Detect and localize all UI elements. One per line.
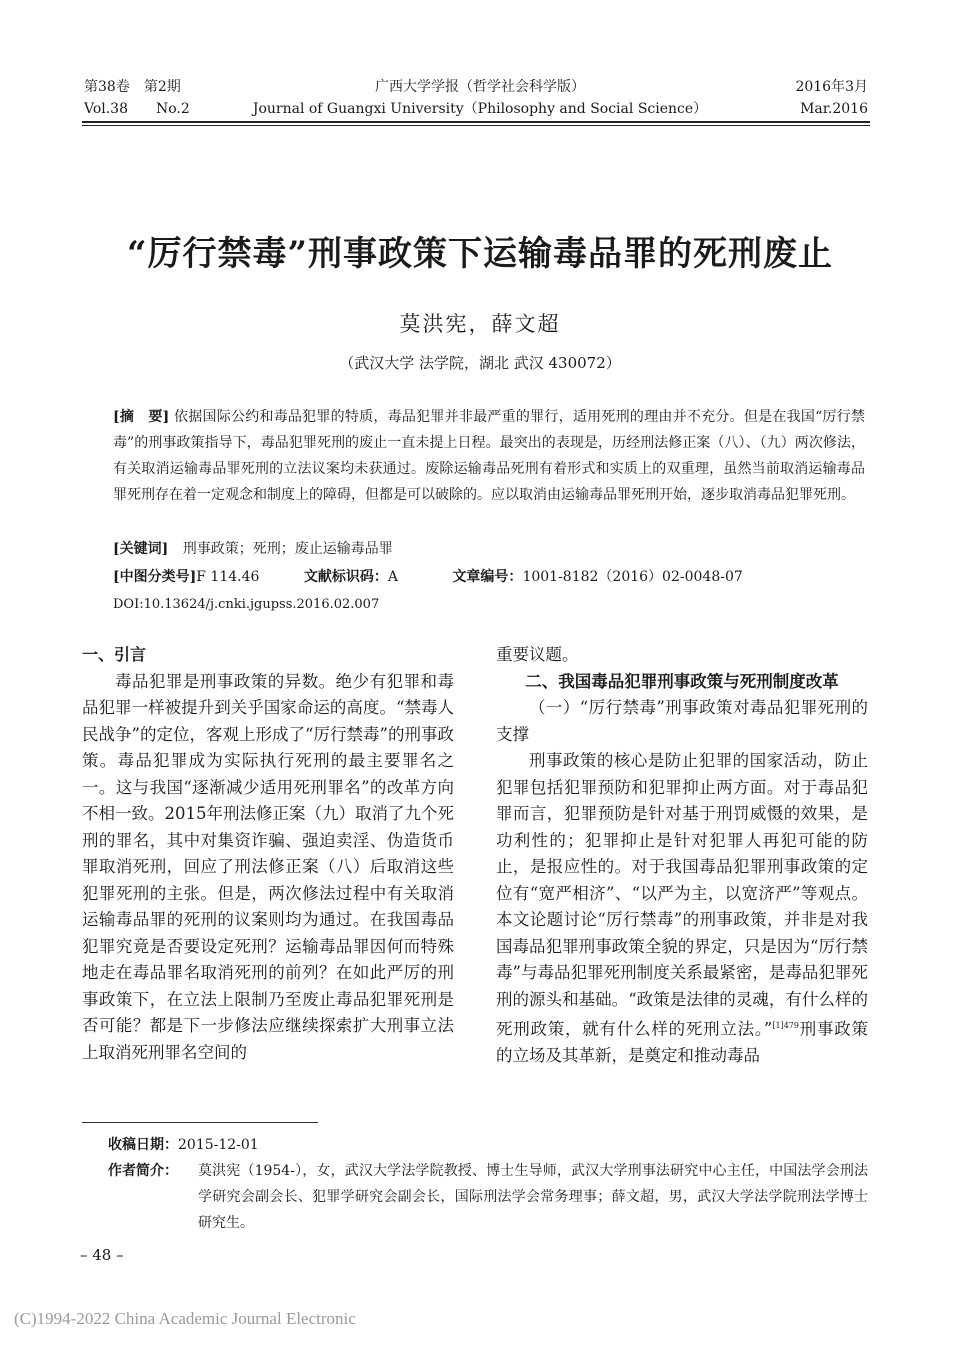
section-2-text: 刑事政策的核心是防止犯罪的国家活动，防止犯罪包括犯罪预防和犯罪抑止两方面。对于毒品犯罪而言，犯罪预防是针对基于刑罚威慑的效果，是功利性的；犯罪抑止是针对犯罪人再犯可能的防止，是报应性的。对于我国毒品犯罪刑事政策的定位有“宽严相济”、“以严为主，以宽济严”等观点。本文论题讨论“厉行禁毒”的刑事政策，并非是对我国毒品犯罪刑事政策全貌的界定，只是因为“厉行禁毒”与毒品犯罪死刑制度关系最紧密，是毒品犯罪死刑的源头和基础。“政策是法律的灵魂，有什么样的死刑政策，就有什么样的死刑立法。”	[496, 751, 868, 1039]
author-affiliation: （武汉大学 法学院，湖北 武汉 430072）	[339, 354, 621, 372]
received-date	[108, 1132, 259, 1158]
subsection-heading-1: （一）“厉行禁毒”刑事政策对毒品犯罪死刑的支撑	[496, 698, 868, 744]
abstract-label: [摘 要]	[113, 409, 170, 425]
header-date-cn: 2016年3月	[795, 79, 868, 95]
keywords	[113, 538, 393, 558]
header-journal-en: Journal of Guangxi University（Philosophy and Social Science）	[252, 101, 708, 117]
section-heading-intro: 一、引言	[82, 645, 147, 664]
header-rule-thin	[82, 125, 870, 126]
classification-line	[113, 566, 743, 586]
clc-label: [中图分类号]	[113, 569, 197, 585]
header-volume-cn: 第38卷 第2期	[84, 79, 181, 95]
header-volume-en: Vol.38 No.2	[84, 101, 190, 117]
abstract	[113, 404, 865, 508]
header-journal-cn: 广西大学学报（哲学社会科学版）	[375, 79, 585, 95]
author-bio: 莫洪宪（1954-），女，武汉大学法学院教授、博士生导师，武汉大学刑事法研究中心主任，中国法学会刑法学研究会副会长、犯罪学研究会副会长，国际刑法学会常务理事；薛文超，男，武汉大学法学院刑法学博士研究生。	[198, 1163, 868, 1231]
copyright-watermark: (C)1994-2022 China Academic Journal Electronic	[14, 1309, 356, 1328]
header-rule	[82, 121, 870, 123]
author-label: 作者简介：	[108, 1163, 178, 1179]
continuation-text: 重要议题。	[496, 645, 579, 664]
doi: DOI:10.13624/j.cnki.jgupss.2016.02.007	[113, 597, 380, 612]
citation-marker: [1]479	[772, 1021, 799, 1030]
section-2-paragraph	[496, 748, 868, 1070]
section-2-text-end: 刑事政策的立场及其革新，是奠定和推动毒品	[496, 1019, 869, 1065]
article-number-label: 文章编号：	[452, 569, 523, 585]
section-heading-2: 二、我国毒品犯罪刑事政策与死刑制度改革	[525, 671, 839, 691]
keywords-text: 刑事政策；死刑；废止运输毒品罪	[182, 541, 393, 557]
clc-value: F 114.46	[196, 569, 260, 585]
footnote-rule	[82, 1122, 318, 1123]
received-label: 收稿日期：	[108, 1137, 178, 1153]
page-number: – 48 –	[80, 1246, 124, 1264]
article-number-value: 1001-8182（2016）02-0048-07	[522, 569, 743, 585]
received-value: 2015-12-01	[178, 1137, 259, 1153]
article-authors: 莫洪宪，薛文超	[399, 312, 561, 336]
article-title: “厉行禁毒”刑事政策下运输毒品罪的死刑废止	[126, 234, 834, 274]
abstract-text: 依据国际公约和毒品犯罪的特质，毒品犯罪并非最严重的罪行，适用死刑的理由并不充分。但是在我国“厉行禁毒”的刑事政策指导下，毒品犯罪死刑的废止一直未提上日程。最突出的表现是，历经刑法修正案（八）、（九）两次修法，有关取消运输毒品罪死刑的立法议案均未获通过。废除运输毒品死刑有着形式和实质上的双重理，虽然当前取消运输毒品罪死刑存在着一定观念和制度上的障碍，但都是可以破除的。应以取消由运输毒品罪死刑开始，逐步取消毒品犯罪死刑。	[113, 409, 866, 503]
header-date-en: Mar.2016	[800, 101, 868, 117]
keywords-label: [关键词]	[113, 541, 169, 557]
left-column	[82, 642, 454, 1066]
right-column	[496, 642, 868, 1070]
intro-paragraph: 毒品犯罪是刑事政策的异数。绝少有犯罪和毒品犯罪一样被提升到关乎国家命运的高度。“禁毒人民战争”的定位，客观上形成了“厉行禁毒”的刑事政策。毒品犯罪成为实际执行死刑的最主要罪名之一。这与我国“逐渐减少适用死刑罪名”的改革方向不相一致。2015年刑法修正案（九）取消了九个死刑的罪名，其中对集资诈骗、强迫卖淫、伪造货币罪取消死刑，回应了刑法修正案（八）后取消这些犯罪死刑的主张。但是，两次修法过程中有关取消运输毒品罪的死刑的议案则均为通过。在我国毒品犯罪究竟是否要设定死刑？运输毒品罪因何而特殊地走在毒品罪名取消死刑的前列？在如此严厉的刑事政策下，在立法上限制乃至废止毒品犯罪死刑是否可能？都是下一步修法应继续探索扩大刑事立法上取消死刑罪名空间的	[82, 671, 454, 1062]
doc-code-value: A	[387, 569, 398, 585]
author-bio-label	[108, 1158, 198, 1184]
doc-code-label: 文献标识码：	[303, 569, 388, 585]
